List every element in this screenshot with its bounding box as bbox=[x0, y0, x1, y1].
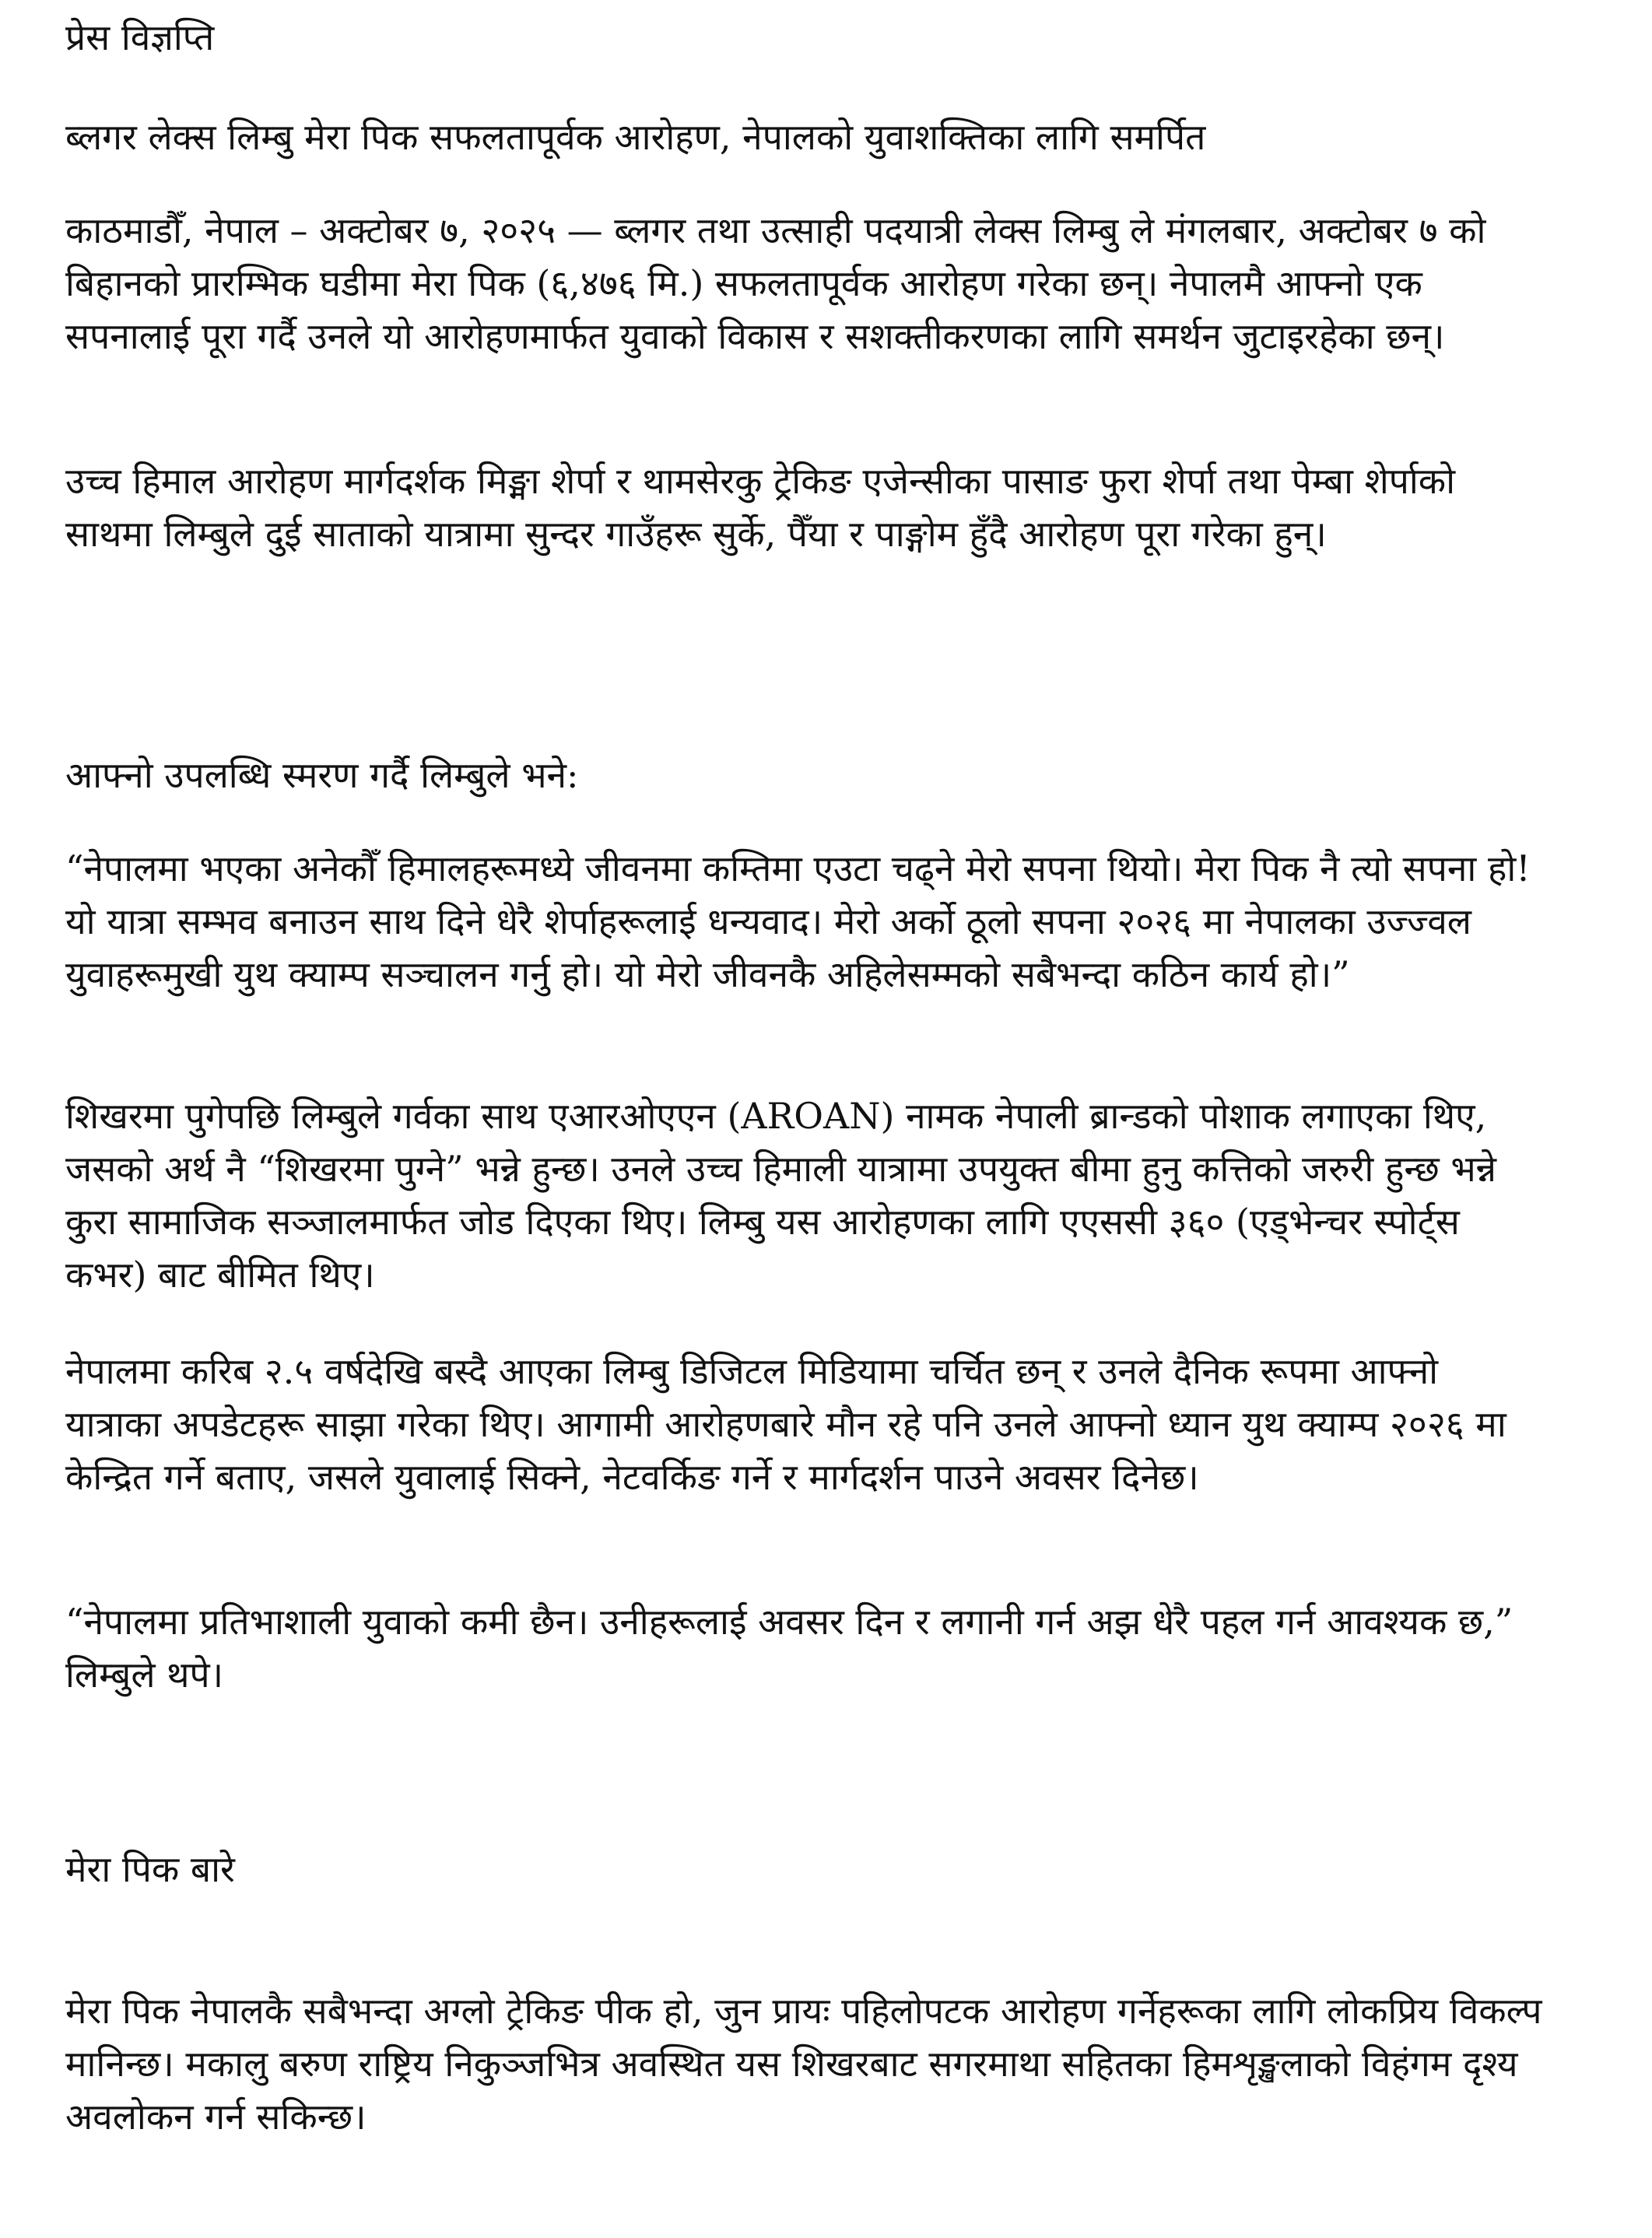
headline: ब्लगर लेक्स लिम्बु मेरा पिक सफलतापूर्वक आरोहण, नेपालको युवाशक्तिका लागि समर्पित bbox=[65, 116, 1206, 158]
document-label: प्रेस विज्ञप्ति bbox=[65, 16, 215, 58]
paragraph-quote: “नेपालमा भएका अनेकौँ हिमालहरूमध्ये जीवनमा कम्तिमा एउटा चढ्ने मेरो सपना थियो। मेरा पिक नै त्यो सपना हो! यो यात्रा सम्भव बनाउन साथ दिने धेरै शेर्पाहरूलाई धन्यवाद। मेरो अर्को ठूलो सपना २०२६ मा नेपालका उज्ज्वल युवाहरूमुखी युथ क्याम्प सञ्चालन गर्नु हो। यो मेरो जीवनकै अहिलेसम्मको सबैभन्दा कठिन कार्य हो।” bbox=[65, 847, 1531, 995]
paragraph-closing-quote: “नेपालमा प्रतिभाशाली युवाको कमी छैन। उनीहरूलाई अवसर दिन र लगानी गर्न अझ धेरै पहल गर्न आवश्यक छ,” लिम्बुले थपे। bbox=[65, 1601, 1513, 1696]
paragraph-youth-camp: नेपालमा करिब २.५ वर्षदेखि बस्दै आएका लिम्बु डिजिटल मिडियामा चर्चित छन् र उनले दैनिक रूपमा आफ्नो यात्राका अपडेटहरू साझा गरेका थिए। आगामी आरोहणबारे मौन रहे पनि उनले आफ्नो ध्यान युथ क्याम्प २०२६ मा केन्द्रित गर्ने बताए, जसले युवालाई सिक्ने, नेटवर्किङ गर्ने र मार्गदर्शन पाउने अवसर दिनेछ। bbox=[65, 1350, 1506, 1498]
paragraph-announcement: काठमाडौँ, नेपाल – अक्टोबर ७, २०२५ — ब्लगर तथा उत्साही पदयात्री लेक्स लिम्बु ले मंगलबार, अक्टोबर ७ को बिहानको प्रारम्भिक घडीमा मेरा पिक (६,४७६ मि.) सफलतापूर्वक आरोहण गरेका छन्। नेपालमै आफ्नो एक सपनालाई पूरा गर्दै उनले यो आरोहणमार्फत युवाको विकास र सशक्तीकरणका लागि समर्थन जुटाइरहेका छन्। bbox=[65, 209, 1486, 357]
paragraph-quote-intro: आफ्नो उपलब्धि स्मरण गर्दै लिम्बुले भने: bbox=[65, 754, 579, 796]
paragraph-guides: उच्च हिमाल आरोहण मार्गदर्शक मिङ्मा शेर्पा र थामसेरकु ट्रेकिङ एजेन्सीका पासाङ फुरा शेर्पा तथा पेम्बा शेर्पाको साथमा लिम्बुले दुई साताको यात्रामा सुन्दर गाउँहरू सुर्के, पैँया र पाङ्गोम हुँदै आरोहण पूरा गरेका हुन्। bbox=[65, 460, 1456, 555]
paragraph-summit-gear: शिखरमा पुगेपछि लिम्बुले गर्वका साथ एआरओएएन (AROAN) नामक नेपाली ब्रान्डको पोशाक लगाएका थिए, जसको अर्थ नै “शिखरमा पुग्ने” भन्ने हुन्छ। उनले उच्च हिमाली यात्रामा उपयुक्त बीमा हुनु कत्तिको जरुरी हुन्छ भन्ने कुरा सामाजिक सञ्जालमार्फत जोड दिएका थिए। लिम्बु यस आरोहणका लागि एएससी ३६० (एड्भेन्चर स्पोर्ट्स कभर) बाट बीमित थिए। bbox=[65, 1095, 1496, 1296]
about-body: मेरा पिक नेपालकै सबैभन्दा अग्लो ट्रेकिङ पीक हो, जुन प्रायः पहिलोपटक आरोहण गर्नेहरूका लागि लोकप्रिय विकल्प मानिन्छ। मकालु बरुण राष्ट्रिय निकुञ्जभित्र अवस्थित यस शिखरबाट सगरमाथा सहितका हिमशृङ्खलाको विहंगम दृश्य अवलोकन गर्न सकिन्छ। bbox=[65, 1990, 1542, 2138]
about-heading: मेरा पिक बारे bbox=[65, 1848, 235, 1890]
